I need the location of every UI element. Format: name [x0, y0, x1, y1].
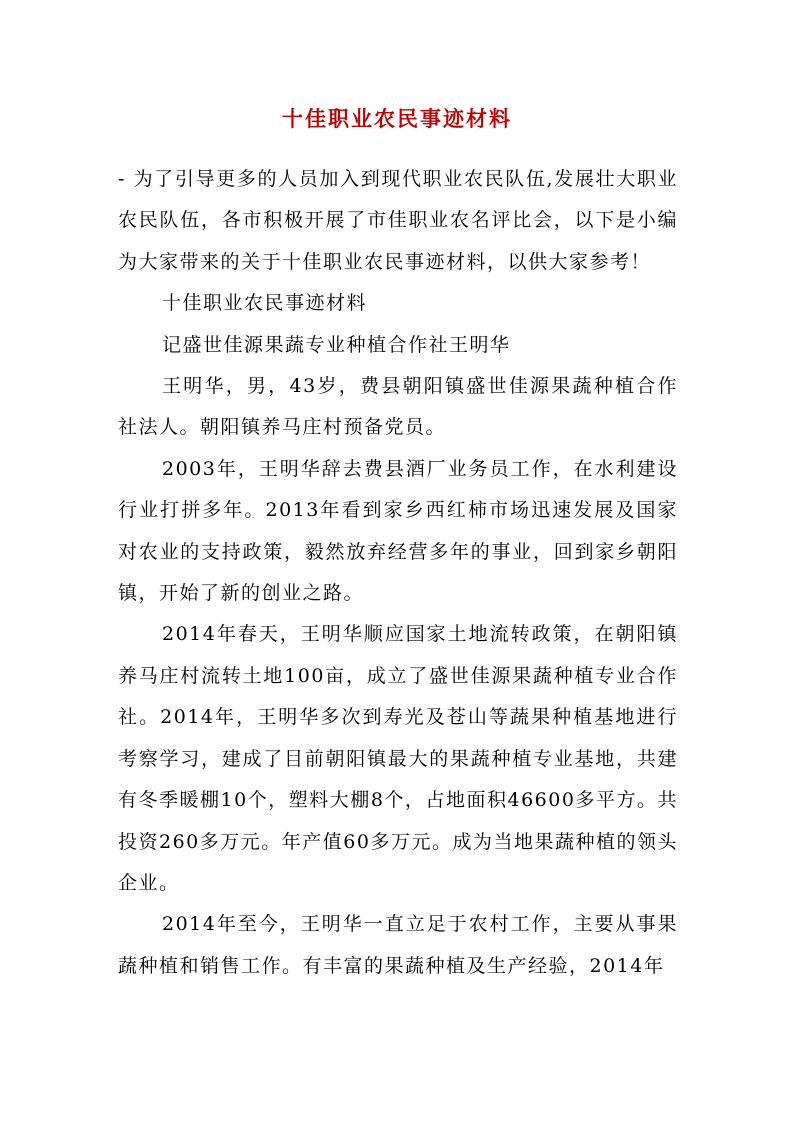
paragraph-profile: 王明华，男，43岁，费县朝阳镇盛世佳源果蔬种植合作社法人。朝阳镇养马庄村预备党员。 [118, 375, 678, 439]
document-body [118, 159, 678, 987]
paragraph-2003: 2003年，王明华辞去费县酒厂业务员工作，在水利建设行业打拼多年。2013年看到家乡西红柿市场迅速发展及国家对农业的支持政策，毅然放弃经营多年的事业，回到家乡朝阳镇，开始了新的创业之路。 [118, 457, 678, 605]
paragraph-intro: - 为了引导更多的人员加入到现代职业农民队伍,发展壮大职业农民队伍，各市积极开展了市佳职业农名评比会，以下是小编为大家带来的关于十佳职业农民事迹材料，以供大家参考！ [118, 168, 678, 273]
paragraph-2014-spring: 2014年春天，王明华顺应国家土地流转政策，在朝阳镇养马庄村流转土地100亩，成立了盛世佳源果蔬种植专业合作社。2014年，王明华多次到寿光及苍山等蔬果种植基地进行考察学习，建成了目前朝阳镇最大的果蔬种植专业基地，共建有冬季暖棚10个，塑料大棚8个，占地面积46600多平方。共投资260多万元。年产值60多万元。成为当地果蔬种植的领头企业。 [118, 623, 678, 894]
paragraph-heading: 十佳职业农民事迹材料 [162, 292, 368, 315]
document-title: 十佳职业农民事迹材料 [282, 106, 512, 131]
paragraph-2014-present: 2014年至今，王明华一直立足于农村工作，主要从事果蔬种植和销售工作。有丰富的果蔬种植及生产经验，2014年 [118, 913, 678, 977]
paragraph-subheading: 记盛世佳源果蔬专业种植合作社王明华 [162, 333, 511, 356]
